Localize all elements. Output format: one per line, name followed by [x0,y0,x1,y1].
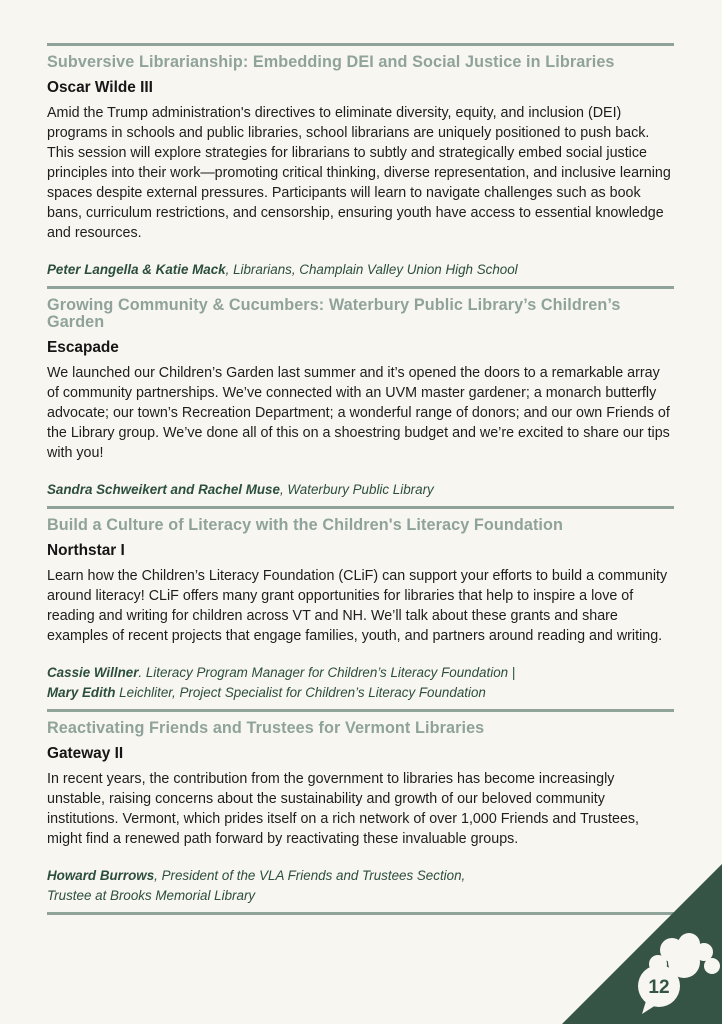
session-list [47,43,674,915]
speaker-names: Peter Langella & Katie Mack [47,262,226,277]
session [47,286,674,500]
page-number: 12 [648,977,670,998]
session-speakers [47,260,674,280]
session [47,43,674,280]
session-speakers [47,480,674,500]
session-title: Growing Community & Cucumbers: Waterbury Public Library’s Children’s Garden [47,296,621,331]
speaker-names: Mary Edith [47,685,116,700]
session-title: Reactivating Friends and Trustees for Vermont Libraries [47,719,485,737]
session-title: Build a Culture of Literacy with the Children's Literacy Foundation [47,516,564,534]
session-room: Northstar I [47,542,125,559]
speaker-affiliation: . Literacy Program Manager for Children’s Literacy Foundation | [138,665,516,680]
session-description: Learn how the Children’s Literacy Foundation (CLiF) can support your efforts to build a community around literacy! CLiF offers many grant opportunities for libraries that help to inspire a love of reading and writing for children across VT and NH. We’ll talk about these grants and share examples of recent projects that engage families, youth, and partners around reading and writing. [47,568,668,644]
speaker-affiliation: , President of the VLA Friends and Trustees Section, [154,868,466,883]
speaker-affiliation: , Librarians, Champlain Valley Union High School [225,262,518,277]
speaker-affiliation: Trustee at Brooks Memorial Library [47,888,256,903]
speaker-names: Cassie Willner [47,665,139,680]
session-room: Gateway II [47,745,124,762]
speaker-names: Howard Burrows [47,868,155,883]
speaker-names: Sandra Schweikert and Rachel Muse [47,482,280,497]
session-description: Amid the Trump administration's directives to eliminate diversity, equity, and inclusion (DEI) programs in schools and public libraries, school librarians are uniquely positioned to push back. This session will explore strategies for librarians to subtly and strategically embed social justice principles into their work—promoting critical thinking, diverse representation, and inclusive learning spaces despite external pressures. Participants will learn to navigate challenges such as book bans, curriculum restrictions, and censorship, ensuring youth have access to essential knowledge and resources. [47,105,671,241]
page-corner [562,864,722,1024]
session-description: We launched our Children’s Garden last summer and it’s opened the doors to a remarkable array of community partnerships. We’ve connected with an UVM master gardener; a monarch butterfly advocate; our town’s Recreation Department; a wonderful range of donors; and our own Friends of the Library group. We’ve done all of this on a shoestring budget and we’re excited to share our tips with you! [47,365,670,461]
session [47,506,674,703]
session-room: Oscar Wilde III [47,79,153,96]
session-description: In recent years, the contribution from the government to libraries has become increasingly unstable, raising concerns about the sustainability and growth of our beloved community institutions. Vermont, which prides itself on a rich network of over 1,000 Friends and Trustees, might find a renewed path forward by reactivating these invaluable groups. [47,771,640,847]
session-title: Subversive Librarianship: Embedding DEI and Social Justice in Libraries [47,53,615,71]
speaker-affiliation: Leichliter, Project Specialist for Children’s Literacy Foundation [115,685,486,700]
session-speakers [47,663,674,703]
session-room: Escapade [47,339,119,356]
speaker-affiliation: , Waterbury Public Library [279,482,434,497]
